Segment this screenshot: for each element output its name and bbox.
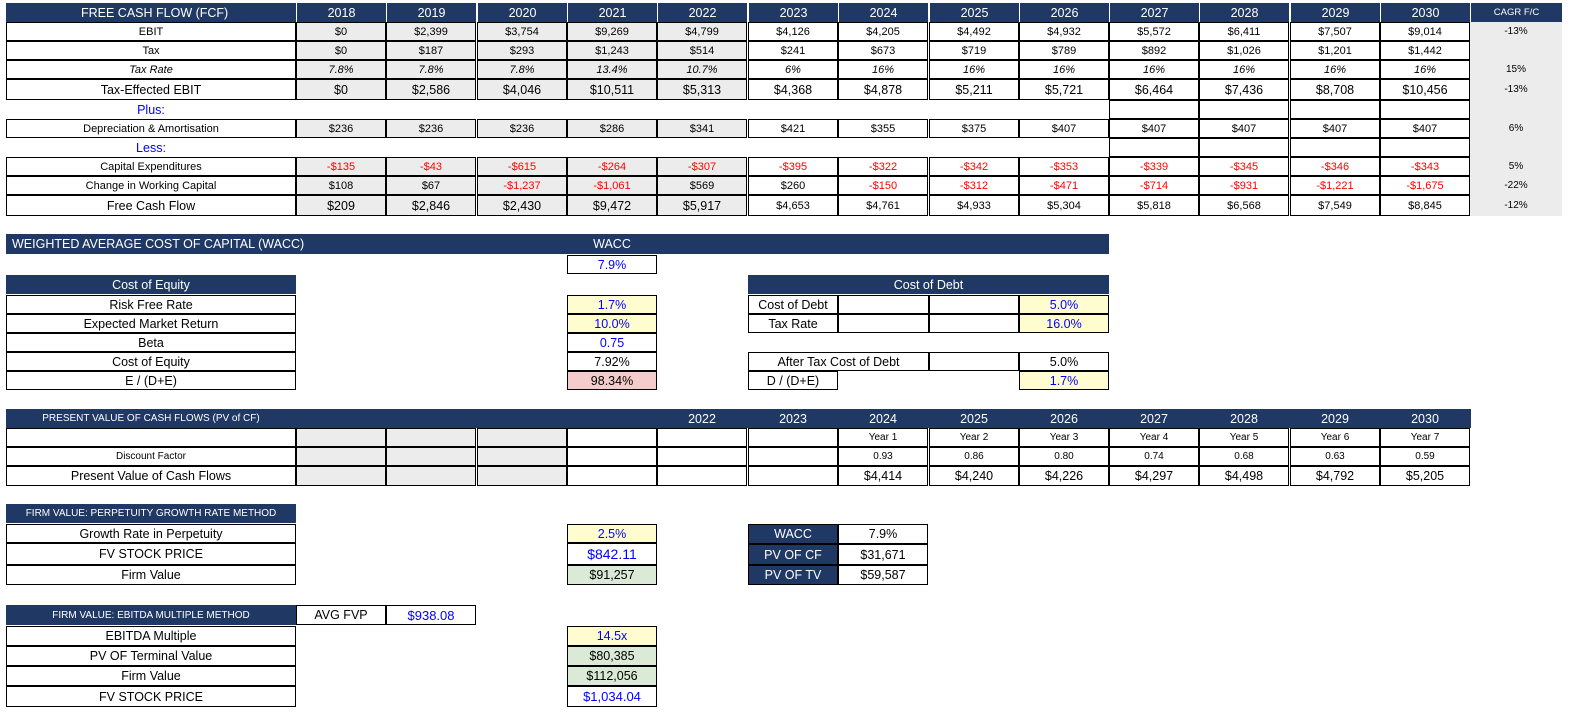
fcf-cell-fcf[interactable]: $209 [296, 195, 386, 216]
perp-price-label: FV STOCK PRICE [6, 543, 296, 565]
pv-period: Year 1 [838, 428, 928, 447]
fcf-cell-da[interactable]: $286 [567, 119, 657, 138]
pvcf-label: Present Value of Cash Flows [6, 466, 296, 486]
wacc-value[interactable]: 7.9% [567, 255, 657, 274]
equity-title: Cost of Equity [6, 275, 296, 294]
fcf-cell-tax_rate[interactable]: 7.8% [386, 60, 476, 79]
empty-cell [1199, 100, 1289, 119]
fcf-cell-wc[interactable]: -$931 [1199, 176, 1289, 195]
perp-title: FIRM VALUE: PERPETUITY GROWTH RATE METHOD [6, 504, 296, 523]
fcf-cell-fcf[interactable]: $2,430 [477, 195, 567, 216]
pvcf-value[interactable]: $4,226 [1019, 466, 1109, 486]
row-label-capex: Capital Expenditures [6, 157, 296, 176]
fcf-year-header: 2029 [1290, 3, 1380, 22]
ebitda-pvtv-value[interactable]: $80,385 [567, 646, 657, 666]
row-label-fcf: Free Cash Flow [6, 195, 296, 216]
fcf-year-header: 2027 [1109, 3, 1199, 22]
row-label-wc: Change in Working Capital [6, 176, 296, 195]
fcf-cell-tax[interactable]: $1,201 [1290, 41, 1380, 60]
fcf-cell-tax[interactable]: $514 [657, 41, 747, 60]
after-tax-label: After Tax Cost of Debt [748, 352, 929, 371]
fcf-cell-da[interactable]: $236 [386, 119, 476, 138]
ebitda-price-value[interactable]: $1,034.04 [567, 686, 657, 707]
ebitda-title: FIRM VALUE: EBITDA MULTIPLE METHOD [6, 605, 296, 625]
cagr-cell-fcf: -12% [1504, 200, 1528, 211]
fcf-cell-capex[interactable]: -$343 [1380, 157, 1470, 176]
empty-cell [1290, 138, 1380, 157]
empty-cell [296, 447, 386, 466]
fcf-cell-ebit[interactable]: $4,492 [929, 22, 1019, 41]
fcf-cell-tax_effected[interactable]: $5,313 [657, 79, 747, 100]
summary-pvcf-label: PV OF CF [748, 544, 838, 565]
fcf-cell-tax_rate[interactable]: 16% [1109, 60, 1199, 79]
discount-factor[interactable]: 0.74 [1109, 447, 1199, 466]
fcf-cell-wc[interactable]: -$1,675 [1380, 176, 1470, 195]
empty-cell [929, 314, 1019, 333]
discount-factor[interactable]: 0.93 [838, 447, 928, 466]
fcf-cell-ebit[interactable]: $2,399 [386, 22, 476, 41]
fcf-cell-tax_effected[interactable]: $4,046 [477, 79, 567, 100]
pv-year-header: 2028 [1199, 409, 1289, 428]
empty-cell [477, 447, 567, 466]
fcf-cell-wc[interactable]: -$1,221 [1290, 176, 1380, 195]
fcf-cell-capex[interactable]: -$339 [1109, 157, 1199, 176]
pv-year-header: 2027 [1109, 409, 1199, 428]
fcf-cell-wc[interactable]: $108 [296, 176, 386, 195]
cagr-cell-tax_rate: 15% [1505, 64, 1526, 75]
fcf-cell-capex[interactable]: -$135 [296, 157, 386, 176]
wacc-title: WEIGHTED AVERAGE COST OF CAPITAL (WACC) [6, 234, 1109, 254]
ebitda-price-label: FV STOCK PRICE [6, 686, 296, 707]
equity-value-market_return[interactable]: 10.0% [567, 314, 657, 333]
debt-cost-label: Cost of Debt [748, 295, 838, 314]
empty-cell [296, 428, 386, 447]
pvcf-value[interactable]: $4,297 [1109, 466, 1199, 486]
fcf-cell-ebit[interactable]: $9,269 [567, 22, 657, 41]
fcf-cell-fcf[interactable]: $7,549 [1290, 195, 1380, 216]
fcf-cell-wc[interactable]: $260 [748, 176, 838, 195]
empty-cell [657, 428, 747, 447]
fcf-cell-tax_rate[interactable]: 16% [1290, 60, 1380, 79]
fcf-cell-wc[interactable]: -$312 [929, 176, 1019, 195]
fcf-year-header: 2028 [1199, 3, 1289, 22]
fcf-cell-tax_effected[interactable]: $4,368 [748, 79, 838, 100]
fcf-title: FREE CASH FLOW (FCF) [6, 3, 296, 22]
fcf-cell-ebit[interactable]: $7,507 [1290, 22, 1380, 41]
fcf-cell-capex[interactable]: -$353 [1019, 157, 1109, 176]
fcf-cell-capex[interactable]: -$342 [929, 157, 1019, 176]
multiple-label: EBITDA Multiple [6, 626, 296, 646]
avg-fvp-label: AVG FVP [296, 605, 386, 625]
fcf-cell-tax[interactable]: $293 [477, 41, 567, 60]
fcf-cell-tax_effected[interactable]: $0 [296, 79, 386, 100]
row-label-tax: Tax [6, 41, 296, 60]
fcf-cell-tax_rate[interactable]: 6% [748, 60, 838, 79]
pv-year-header: 2030 [1380, 409, 1470, 428]
fcf-year-header: 2030 [1380, 3, 1470, 22]
fcf-cell-tax[interactable]: $1,442 [1380, 41, 1470, 60]
fcf-year-header: 2022 [657, 3, 747, 22]
fcf-cell-wc[interactable]: $569 [657, 176, 747, 195]
fcf-cell-tax[interactable]: $1,026 [1199, 41, 1289, 60]
fcf-cell-tax[interactable]: $719 [929, 41, 1019, 60]
summary-wacc-label: WACC [748, 524, 838, 544]
fcf-cell-fcf[interactable]: $5,818 [1109, 195, 1199, 216]
pvcf-value[interactable]: $4,792 [1290, 466, 1380, 486]
fcf-cell-tax_rate[interactable]: 10.7% [657, 60, 747, 79]
avg-fvp-value[interactable]: $938.08 [386, 605, 476, 625]
fcf-cell-capex[interactable]: -$43 [386, 157, 476, 176]
empty-cell [657, 466, 747, 486]
fcf-cell-ebit[interactable]: $4,799 [657, 22, 747, 41]
pv-period: Year 3 [1019, 428, 1109, 447]
fcf-cell-fcf[interactable]: $5,304 [1019, 195, 1109, 216]
fcf-cell-tax_rate[interactable]: 16% [929, 60, 1019, 79]
pv-period: Year 5 [1199, 428, 1289, 447]
fcf-cell-ebit[interactable]: $6,411 [1199, 22, 1289, 41]
pv-period: Year 2 [929, 428, 1019, 447]
pv-period: Year 6 [1290, 428, 1380, 447]
debt-tax-label: Tax Rate [748, 314, 838, 333]
pvcf-value[interactable]: $4,498 [1199, 466, 1289, 486]
fcf-cell-tax[interactable]: $673 [838, 41, 928, 60]
fcf-year-header: 2023 [748, 3, 838, 22]
discount-factor[interactable]: 0.80 [1019, 447, 1109, 466]
ebitda-firm-value[interactable]: $112,056 [567, 666, 657, 686]
row-label-tax_effected: Tax-Effected EBIT [6, 79, 296, 100]
empty-cell [748, 466, 838, 486]
pv-year-header: 2025 [929, 409, 1019, 428]
fcf-cell-capex[interactable]: -$615 [477, 157, 567, 176]
fcf-cell-ebit[interactable]: $4,126 [748, 22, 838, 41]
fcf-cell-fcf[interactable]: $4,933 [929, 195, 1019, 216]
empty-cell [929, 295, 1019, 314]
fcf-cell-da[interactable]: $236 [296, 119, 386, 138]
fcf-year-header: 2021 [567, 3, 657, 22]
debt-title: Cost of Debt [748, 275, 1109, 294]
perp-firm-label: Firm Value [6, 565, 296, 585]
fcf-cell-tax[interactable]: $187 [386, 41, 476, 60]
fcf-cell-tax[interactable]: $241 [748, 41, 838, 60]
empty-cell [567, 428, 657, 447]
fcf-year-header: 2020 [477, 3, 567, 22]
fcf-cell-tax_rate[interactable]: 13.4% [567, 60, 657, 79]
fcf-cell-fcf[interactable]: $4,761 [838, 195, 928, 216]
pv-year-header: 2022 [657, 409, 747, 428]
fcf-cell-capex[interactable]: -$307 [657, 157, 747, 176]
fcf-cell-ebit[interactable]: $9,014 [1380, 22, 1470, 41]
summary-wacc-value[interactable]: 7.9% [838, 524, 928, 544]
cagr-cell-wc: -22% [1504, 180, 1528, 191]
plus-label: Plus: [137, 102, 165, 117]
discount-factor[interactable]: 0.59 [1380, 447, 1470, 466]
summary-pvtv-label: PV OF TV [748, 565, 838, 585]
cagr-cell-ebit: -13% [1504, 26, 1528, 37]
fcf-cell-tax_effected[interactable]: $5,721 [1019, 79, 1109, 100]
empty-cell [386, 447, 476, 466]
equity-value-cost[interactable]: 7.92% [567, 352, 657, 371]
empty-cell [929, 352, 1019, 371]
fcf-cell-ebit[interactable]: $4,205 [838, 22, 928, 41]
fcf-year-header: 2018 [296, 3, 386, 22]
empty-cell [6, 428, 296, 447]
discount-factor[interactable]: 0.86 [929, 447, 1019, 466]
empty-cell [567, 466, 657, 486]
fcf-cell-capex[interactable]: -$346 [1290, 157, 1380, 176]
empty-cell [567, 447, 657, 466]
empty-cell [1199, 138, 1289, 157]
fcf-cell-wc[interactable]: -$714 [1109, 176, 1199, 195]
empty-cell [296, 466, 386, 486]
fcf-cell-tax_effected[interactable]: $8,708 [1290, 79, 1380, 100]
fcf-cell-da[interactable]: $341 [657, 119, 747, 138]
pvcf-value[interactable]: $4,414 [838, 466, 928, 486]
perp-firm-value[interactable]: $91,257 [567, 565, 657, 585]
equity-label-cost: Cost of Equity [6, 352, 296, 371]
fcf-cell-da[interactable]: $421 [748, 119, 838, 138]
fcf-cell-wc[interactable]: -$1,061 [567, 176, 657, 195]
fcf-year-header: 2024 [838, 3, 928, 22]
pv-year-header: 2024 [838, 409, 928, 428]
row-label-tax_rate: Tax Rate [6, 60, 296, 79]
empty-cell [748, 428, 838, 447]
empty-cell [657, 447, 747, 466]
after-tax-value[interactable]: 5.0% [1019, 352, 1109, 371]
fcf-cell-wc[interactable]: -$471 [1019, 176, 1109, 195]
fcf-cell-tax_effected[interactable]: $10,511 [567, 79, 657, 100]
fcf-cell-tax_effected[interactable]: $2,586 [386, 79, 476, 100]
fcf-cell-tax_effected[interactable]: $7,436 [1199, 79, 1289, 100]
fcf-cell-tax_rate[interactable]: 7.8% [296, 60, 386, 79]
empty-cell [1380, 138, 1470, 157]
empty-cell [1290, 100, 1380, 119]
perp-price-value[interactable]: $842.11 [567, 543, 657, 565]
fcf-cell-da[interactable]: $236 [477, 119, 567, 138]
discount-factor[interactable]: 0.63 [1290, 447, 1380, 466]
debt-weight-label: D / (D+E) [748, 371, 838, 390]
ebitda-firm-label: Firm Value [6, 666, 296, 686]
less-label: Less: [136, 140, 166, 155]
fcf-cell-tax_effected[interactable]: $6,464 [1109, 79, 1199, 100]
empty-cell [477, 428, 567, 447]
growth-label: Growth Rate in Perpetuity [6, 524, 296, 543]
fcf-cell-tax[interactable]: $892 [1109, 41, 1199, 60]
fcf-cell-ebit[interactable]: $3,754 [477, 22, 567, 41]
empty-cell [838, 314, 929, 333]
wacc-label: WACC [567, 234, 657, 254]
pv-year-header: 2029 [1290, 409, 1380, 428]
fcf-cell-tax_rate[interactable]: 16% [1380, 60, 1470, 79]
empty-cell [1109, 138, 1199, 157]
fcf-cell-tax_effected[interactable]: $10,456 [1380, 79, 1470, 100]
fcf-cell-da[interactable]: $407 [1019, 119, 1109, 138]
cagr-header: CAGR F/C [1470, 3, 1562, 22]
multiple-value[interactable]: 14.5x [567, 626, 657, 646]
ebitda-pvtv-label: PV OF Terminal Value [6, 646, 296, 666]
fcf-cell-tax[interactable]: $0 [296, 41, 386, 60]
fcf-cell-da[interactable]: $355 [838, 119, 928, 138]
pv-period: Year 7 [1380, 428, 1470, 447]
fcf-cell-da[interactable]: $407 [1199, 119, 1289, 138]
summary-pvtv-value[interactable]: $59,587 [838, 565, 928, 585]
empty-cell [386, 428, 476, 447]
debt-tax-value[interactable]: 16.0% [1019, 314, 1109, 333]
fcf-cell-da[interactable]: $375 [929, 119, 1019, 138]
debt-weight-value[interactable]: 1.7% [1019, 371, 1109, 390]
pv-year-header: 2023 [748, 409, 838, 428]
empty-cell [477, 466, 567, 486]
fcf-cell-tax_effected[interactable]: $4,878 [838, 79, 928, 100]
fcf-cell-tax_rate[interactable]: 16% [1019, 60, 1109, 79]
fcf-cell-tax[interactable]: $1,243 [567, 41, 657, 60]
fcf-cell-fcf[interactable]: $8,845 [1380, 195, 1470, 216]
growth-value[interactable]: 2.5% [567, 524, 657, 543]
pvcf-value[interactable]: $4,240 [929, 466, 1019, 486]
equity-value-weight[interactable]: 98.34% [567, 371, 657, 390]
fcf-cell-fcf[interactable]: $4,653 [748, 195, 838, 216]
fcf-year-header: 2025 [929, 3, 1019, 22]
equity-label-beta: Beta [6, 333, 296, 352]
fcf-cell-ebit[interactable]: $5,572 [1109, 22, 1199, 41]
empty-cell [386, 466, 476, 486]
pvcf-value[interactable]: $5,205 [1380, 466, 1470, 486]
summary-pvcf-value[interactable]: $31,671 [838, 544, 928, 565]
fcf-cell-da[interactable]: $407 [1290, 119, 1380, 138]
empty-cell [1380, 100, 1470, 119]
cagr-cell-da: 6% [1508, 123, 1524, 134]
empty-cell [1109, 100, 1199, 119]
fcf-cell-fcf[interactable]: $6,568 [1199, 195, 1289, 216]
fcf-cell-tax_effected[interactable]: $5,211 [929, 79, 1019, 100]
fcf-cell-fcf[interactable]: $2,846 [386, 195, 476, 216]
fcf-cell-tax_rate[interactable]: 7.8% [477, 60, 567, 79]
cagr-cell-tax_effected: -13% [1504, 84, 1528, 95]
row-label-da: Depreciation & Amortisation [6, 119, 296, 138]
equity-label-risk_free: Risk Free Rate [6, 295, 296, 314]
fcf-cell-ebit[interactable]: $4,932 [1019, 22, 1109, 41]
equity-label-market_return: Expected Market Return [6, 314, 296, 333]
pv-period: Year 4 [1109, 428, 1199, 447]
pv-year-header: 2026 [1019, 409, 1109, 428]
discount-factor[interactable]: 0.68 [1199, 447, 1289, 466]
equity-value-risk_free[interactable]: 1.7% [567, 295, 657, 314]
empty-cell [838, 295, 929, 314]
fcf-cell-capex[interactable]: -$264 [567, 157, 657, 176]
fcf-cell-wc[interactable]: -$1,237 [477, 176, 567, 195]
fcf-cell-capex[interactable]: -$345 [1199, 157, 1289, 176]
cagr-cell-capex: 5% [1508, 161, 1524, 172]
fcf-cell-tax[interactable]: $789 [1019, 41, 1109, 60]
empty-cell [748, 447, 838, 466]
fcf-cell-da[interactable]: $407 [1380, 119, 1470, 138]
fcf-cell-tax_rate[interactable]: 16% [838, 60, 928, 79]
fcf-cell-ebit[interactable]: $0 [296, 22, 386, 41]
equity-label-weight: E / (D+E) [6, 371, 296, 390]
fcf-cell-capex[interactable]: -$395 [748, 157, 838, 176]
fcf-cell-fcf[interactable]: $5,917 [657, 195, 747, 216]
fcf-cell-wc[interactable]: $67 [386, 176, 476, 195]
fcf-cell-fcf[interactable]: $9,472 [567, 195, 657, 216]
pv-title: PRESENT VALUE OF CASH FLOWS (PV of CF) [6, 409, 296, 428]
fcf-cell-capex[interactable]: -$322 [838, 157, 928, 176]
row-label-ebit: EBIT [6, 22, 296, 41]
fcf-cell-tax_rate[interactable]: 16% [1199, 60, 1289, 79]
equity-value-beta[interactable]: 0.75 [567, 333, 657, 352]
fcf-year-header: 2026 [1019, 3, 1109, 22]
debt-cost-value[interactable]: 5.0% [1019, 295, 1109, 314]
fcf-cell-da[interactable]: $407 [1109, 119, 1199, 138]
fcf-year-header: 2019 [386, 3, 476, 22]
discount-label: Discount Factor [6, 447, 296, 466]
fcf-cell-wc[interactable]: -$150 [838, 176, 928, 195]
